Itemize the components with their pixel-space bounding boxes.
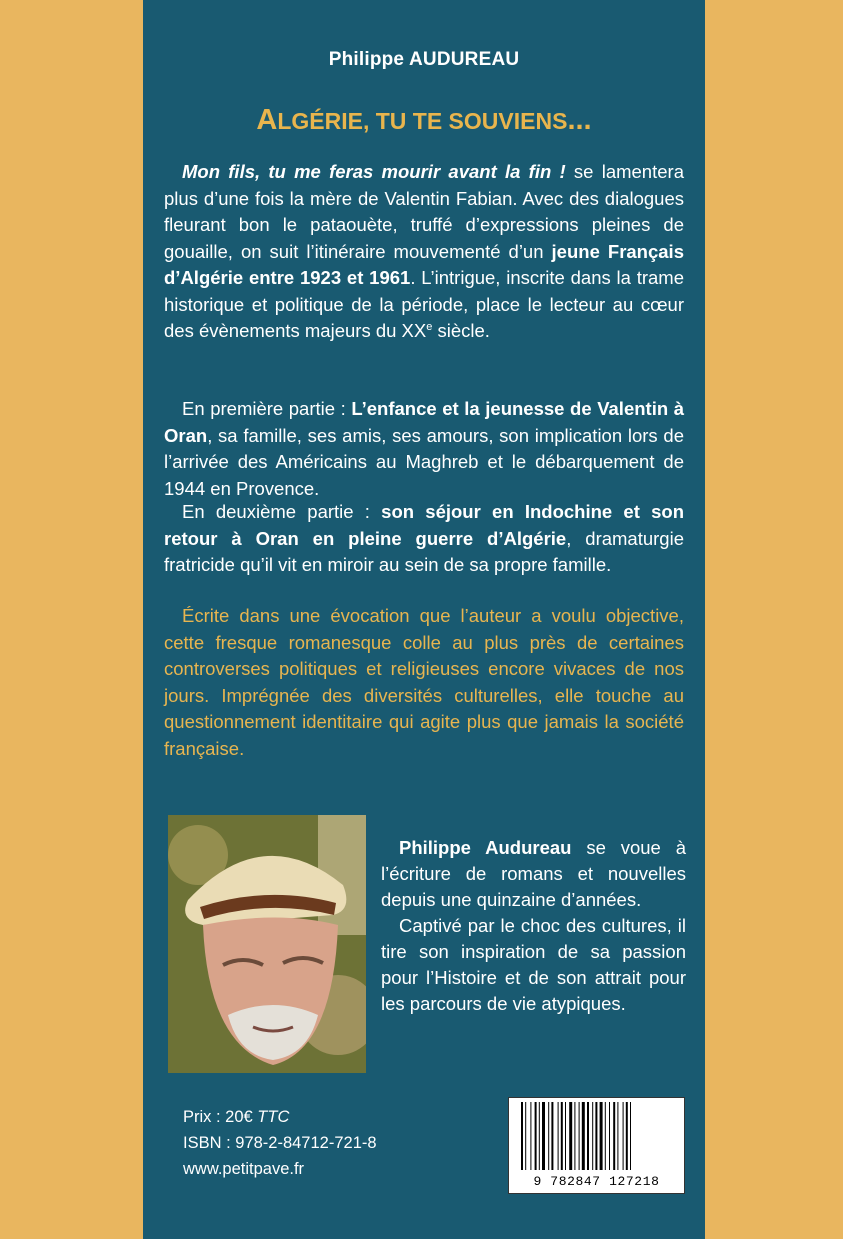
barcode-bars (509, 1102, 684, 1174)
synopsis-quote: Mon fils, tu me feras mourir avant la fin ! (182, 161, 566, 182)
bio-author-name: Philippe Audureau (399, 837, 572, 858)
synopsis-highlight: jeune Français d’Algérie entre 1923 et 1961 (164, 240, 684, 288)
author-portrait-illustration (168, 815, 366, 1073)
summary-paragraph: Écrite dans une évocation que l’auteur a voulu objective, cette fresque romanesque colle au plus près de certaines controverses politiques et religieuses encore vivaces de nos jours. Imprégnée des diversités culturelles, elle touche au questionnement identitaire qui agite plus que jamais la société française. (164, 605, 684, 759)
part-two-paragraph: En deuxième partie : son séjour en Indochine et son retour à Oran en pleine guerre d’Algérie, dramaturgie fratricide qu’il vit en miroir au sein de sa propre famille. (164, 501, 684, 575)
title-ellipsis: ... (567, 104, 592, 136)
author-name: Philippe AUDUREAU (328, 49, 520, 70)
part-one-paragraph: En première partie : L’enfance et la jeunesse de Valentin à Oran, sa famille, ses amis, ses amours, son implication lors de l’arrivée des Américains au Maghreb et le débarquement de 1944 en Provence. (164, 398, 684, 499)
synopsis-paragraph: Mon fils, tu me feras mourir avant la fin ! se lamentera plus d’une fois la mère de Valentin Fabian. Avec des dialogues fleurant bon le pataouète, truffé d’expressions pleines de gouaille, on suit l’itinéraire mouvementé d’un jeune Français d’Algérie entre 1923 et 1961. L’intrigue, inscrite dans la trame historique et politique de la période, place le lecteur au cœur des évènements majeurs du XXe siècle. (164, 161, 685, 341)
publication-info (183, 1104, 377, 1182)
author-bio: Philippe Audureau se voue à l’écriture de romans et nouvelles depuis une quinzaine d’années. Captivé par le choc des cultures, il tire son inspiration de sa passion pour l’Histoire et de son attrait pour les parcours de vie atypiques. (381, 837, 686, 1014)
title-first-letter: A (256, 104, 278, 136)
isbn: ISBN : 978-2-84712-721-8 (183, 1134, 377, 1152)
title-rest: LGÉRIE, TU TE SOUVIENS (277, 108, 568, 134)
book-title (143, 104, 705, 137)
price: Prix : 20€ TTC (183, 1108, 290, 1126)
barcode-number: 9 782847 127218 (533, 1174, 660, 1189)
publisher-website: www.petitpave.fr (183, 1160, 305, 1178)
part-one-highlight: L’enfance et la jeunesse de Valentin à Oran (164, 398, 684, 446)
back-cover-panel (143, 0, 705, 1239)
part-two-highlight: son séjour en Indochine et son retour à Oran en pleine guerre d’Algérie (164, 501, 684, 549)
author-photo (168, 815, 366, 1073)
isbn-barcode (508, 1097, 685, 1194)
